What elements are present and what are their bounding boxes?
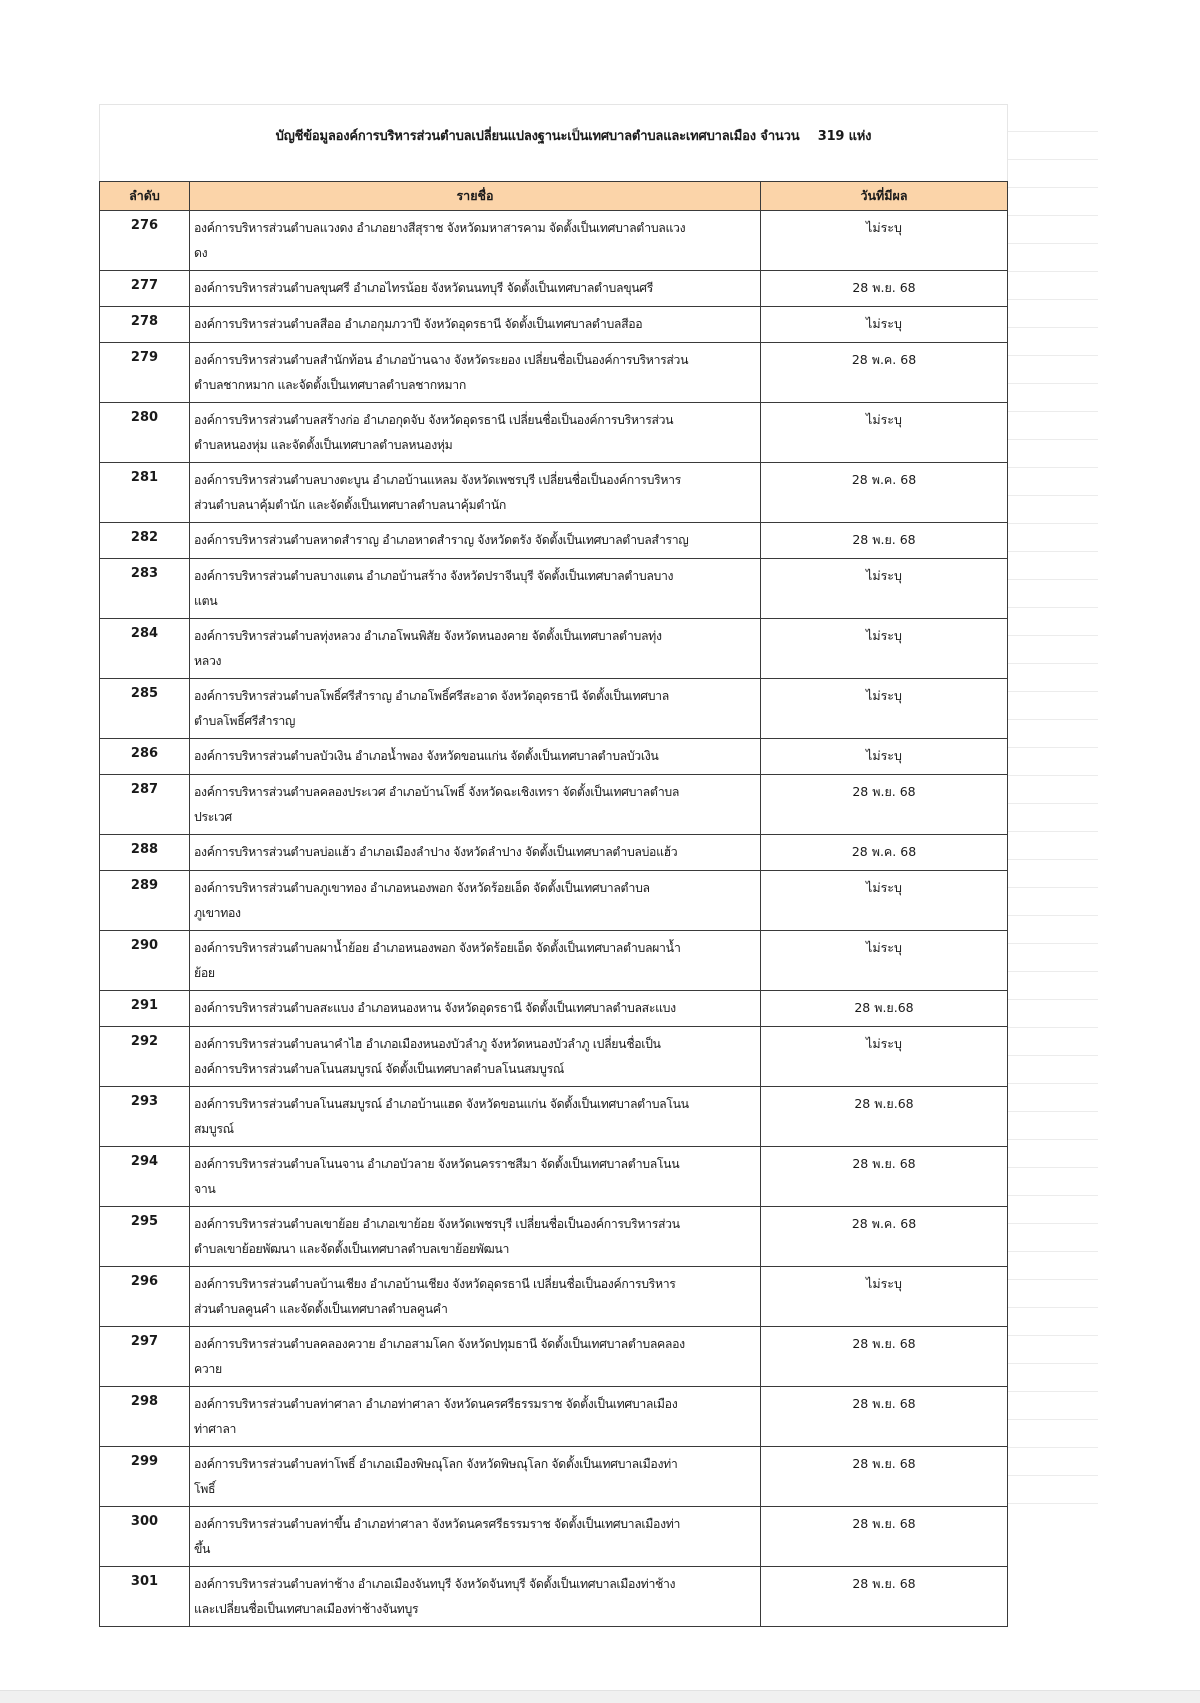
effective-date: 28 พ.ย.68 <box>761 1087 1008 1147</box>
name-line: ดง <box>194 246 208 260</box>
name-line: องค์การบริหารส่วนตำบลคลองควาย อำเภอสามโคก จังหวัดปทุมธานี จัดตั้งเป็นเทศบาลตำบลคลอง <box>194 1337 685 1351</box>
name-line: องค์การบริหารส่วนตำบลบ้านเชียง อำเภอบ้านเชียง จังหวัดอุดรธานี เปลี่ยนชื่อเป็นองค์การบริหาร <box>194 1277 676 1291</box>
name-line: ย้อย <box>194 966 215 980</box>
name-line: องค์การบริหารส่วนตำบลท่าศาลา อำเภอท่าศาลา จังหวัดนครศรีธรรมราช จัดตั้งเป็นเทศบาลเมือง <box>194 1397 678 1411</box>
table-row <box>100 1267 1008 1327</box>
total-count: 319 <box>817 129 845 144</box>
effective-date: ไม่ระบุ <box>761 679 1008 739</box>
name-line: โพธิ์ <box>194 1482 216 1496</box>
effective-date: 28 พ.ย. 68 <box>761 1387 1008 1447</box>
table-row <box>100 1147 1008 1207</box>
row-number: 281 <box>100 463 190 523</box>
table-row <box>100 1387 1008 1447</box>
organization-name <box>190 619 761 679</box>
row-number: 294 <box>100 1147 190 1207</box>
table-body <box>100 211 1008 1627</box>
header-no: ลำดับ <box>100 182 190 211</box>
name-line: ภูเขาทอง <box>194 906 241 920</box>
name-line: องค์การบริหารส่วนตำบลขุนศรี อำเภอไทรน้อย จังหวัดนนทบุรี จัดตั้งเป็นเทศบาลตำบลขุนศรี <box>194 281 654 295</box>
effective-date: 28 พ.ค. 68 <box>761 835 1008 871</box>
name-line: องค์การบริหารส่วนตำบลสีออ อำเภอกุมภวาปี จังหวัดอุดรธานี จัดตั้งเป็นเทศบาลตำบลสีออ <box>194 317 643 331</box>
table-row <box>100 307 1008 343</box>
row-number: 301 <box>100 1567 190 1627</box>
table-row <box>100 211 1008 271</box>
organization-name <box>190 1087 761 1147</box>
row-number: 289 <box>100 871 190 931</box>
name-line: องค์การบริหารส่วนตำบลแวงดง อำเภอยางสีสุราช จังหวัดมหาสารคาม จัดตั้งเป็นเทศบาลตำบลแวง <box>194 221 686 235</box>
organization-name <box>190 679 761 739</box>
organization-name <box>190 559 761 619</box>
table-row <box>100 403 1008 463</box>
name-line: องค์การบริหารส่วนตำบลโนนสมบูรณ์ จัดตั้งเป็นเทศบาลตำบลโนนสมบูรณ์ <box>194 1062 564 1076</box>
organization-name <box>190 271 761 307</box>
row-number: 293 <box>100 1087 190 1147</box>
conversion-table <box>99 181 1008 1627</box>
name-line: ประเวศ <box>194 810 232 824</box>
effective-date: 28 พ.ย. 68 <box>761 271 1008 307</box>
title-area <box>99 104 1007 181</box>
row-number: 285 <box>100 679 190 739</box>
table-row <box>100 559 1008 619</box>
row-number: 276 <box>100 211 190 271</box>
name-line: ตำบลเขาย้อยพัฒนา และจัดตั้งเป็นเทศบาลตำบลเขาย้อยพัฒนา <box>194 1242 510 1256</box>
row-number: 298 <box>100 1387 190 1447</box>
effective-date: ไม่ระบุ <box>761 871 1008 931</box>
organization-name <box>190 739 761 775</box>
name-line: ตำบลชากหมาก และจัดตั้งเป็นเทศบาลตำบลชากหมาก <box>194 378 466 392</box>
organization-name <box>190 403 761 463</box>
name-line: องค์การบริหารส่วนตำบลโนนจาน อำเภอบัวลาย จังหวัดนครราชสีมา จัดตั้งเป็นเทศบาลตำบลโนน <box>194 1157 680 1171</box>
table-row <box>100 775 1008 835</box>
spreadsheet-gridlines <box>1007 104 1098 1528</box>
table-row <box>100 871 1008 931</box>
count-unit: แห่ง <box>848 129 872 144</box>
effective-date: 28 พ.ย. 68 <box>761 523 1008 559</box>
name-line: องค์การบริหารส่วนตำบลท่าขึ้น อำเภอท่าศาลา จังหวัดนครศรีธรรมราช จัดตั้งเป็นเทศบาลเมืองท่า <box>194 1517 681 1531</box>
effective-date: ไม่ระบุ <box>761 559 1008 619</box>
table-row <box>100 1027 1008 1087</box>
effective-date: 28 พ.ค. 68 <box>761 343 1008 403</box>
name-line: ขึ้น <box>194 1542 211 1556</box>
title-text: บัญชีข้อมูลองค์การบริหารส่วนตำบลเปลี่ยนแปลงฐานะเป็นเทศบาลตำบลและเทศบาลเมือง จำนวน <box>275 129 800 144</box>
row-number: 291 <box>100 991 190 1027</box>
name-line: องค์การบริหารส่วนตำบลภูเขาทอง อำเภอหนองพอก จังหวัดร้อยเอ็ด จัดตั้งเป็นเทศบาลตำบล <box>194 881 650 895</box>
name-line: องค์การบริหารส่วนตำบลนาคำไฮ อำเภอเมืองหนองบัวลำภู จังหวัดหนองบัวลำภู เปลี่ยนชื่อเป็น <box>194 1037 661 1051</box>
name-line: ตำบลหนองหุ่ม และจัดตั้งเป็นเทศบาลตำบลหนองหุ่ม <box>194 438 453 452</box>
organization-name <box>190 931 761 991</box>
header-name: รายชื่อ <box>190 182 761 211</box>
name-line: องค์การบริหารส่วนตำบลสะแบง อำเภอหนองหาน จังหวัดอุดรธานี จัดตั้งเป็นเทศบาลตำบลสะแบง <box>194 1001 676 1015</box>
name-line: ส่วนตำบลคูนคำ และจัดตั้งเป็นเทศบาลตำบลคูนคำ <box>194 1302 448 1316</box>
organization-name <box>190 307 761 343</box>
row-number: 287 <box>100 775 190 835</box>
effective-date: ไม่ระบุ <box>761 931 1008 991</box>
effective-date: 28 พ.ย. 68 <box>761 1447 1008 1507</box>
table-row <box>100 463 1008 523</box>
row-number: 297 <box>100 1327 190 1387</box>
name-line: องค์การบริหารส่วนตำบลท่าโพธิ์ อำเภอเมืองพิษณุโลก จังหวัดพิษณุโลก จัดตั้งเป็นเทศบาลเมืองท่า <box>194 1457 678 1471</box>
table-row <box>100 343 1008 403</box>
table-header-row <box>100 182 1008 211</box>
table-row <box>100 931 1008 991</box>
table-row <box>100 991 1008 1027</box>
name-line: ควาย <box>194 1362 222 1376</box>
name-line: องค์การบริหารส่วนตำบลหาดสำราญ อำเภอหาดสำราญ จังหวัดตรัง จัดตั้งเป็นเทศบาลตำบลสำราญ <box>194 533 689 547</box>
table-row <box>100 1447 1008 1507</box>
row-number: 279 <box>100 343 190 403</box>
row-number: 292 <box>100 1027 190 1087</box>
row-number: 282 <box>100 523 190 559</box>
organization-name <box>190 343 761 403</box>
table-row <box>100 1327 1008 1387</box>
effective-date: 28 พ.ย. 68 <box>761 1507 1008 1567</box>
effective-date: ไม่ระบุ <box>761 403 1008 463</box>
name-line: องค์การบริหารส่วนตำบลบางแตน อำเภอบ้านสร้าง จังหวัดปราจีนบุรี จัดตั้งเป็นเทศบาลตำบลบาง <box>194 569 674 583</box>
table-row <box>100 1507 1008 1567</box>
table-row <box>100 1207 1008 1267</box>
effective-date: 28 พ.ย. 68 <box>761 1567 1008 1627</box>
name-line: หลวง <box>194 654 222 668</box>
organization-name <box>190 1327 761 1387</box>
organization-name <box>190 211 761 271</box>
row-number: 300 <box>100 1507 190 1567</box>
header-effective-date: วันที่มีผล <box>761 182 1008 211</box>
row-number: 286 <box>100 739 190 775</box>
organization-name <box>190 1027 761 1087</box>
effective-date: ไม่ระบุ <box>761 307 1008 343</box>
effective-date: 28 พ.ค. 68 <box>761 1207 1008 1267</box>
effective-date: ไม่ระบุ <box>761 739 1008 775</box>
table-row <box>100 523 1008 559</box>
table-row <box>100 679 1008 739</box>
table-row <box>100 619 1008 679</box>
name-line: และเปลี่ยนชื่อเป็นเทศบาลเมืองท่าช้างจันทบูร <box>194 1602 419 1616</box>
name-line: องค์การบริหารส่วนตำบลคลองประเวศ อำเภอบ้านโพธิ์ จังหวัดฉะเชิงเทรา จัดตั้งเป็นเทศบาลตำบล <box>194 785 680 799</box>
effective-date: ไม่ระบุ <box>761 1027 1008 1087</box>
row-number: 283 <box>100 559 190 619</box>
name-line: ท่าศาลา <box>194 1422 237 1436</box>
effective-date: 28 พ.ย. 68 <box>761 1147 1008 1207</box>
effective-date: 28 พ.ย. 68 <box>761 1327 1008 1387</box>
table-row <box>100 835 1008 871</box>
name-line: องค์การบริหารส่วนตำบลสร้างก่อ อำเภอกุดจับ จังหวัดอุดรธานี เปลี่ยนชื่อเป็นองค์การบริหารส่วน <box>194 413 674 427</box>
row-number: 288 <box>100 835 190 871</box>
organization-name <box>190 871 761 931</box>
name-line: สมบูรณ์ <box>194 1122 234 1136</box>
organization-name <box>190 835 761 871</box>
row-number: 277 <box>100 271 190 307</box>
organization-name <box>190 1207 761 1267</box>
name-line: องค์การบริหารส่วนตำบลโพธิ์ศรีสำราญ อำเภอโพธิ์ศรีสะอาด จังหวัดอุดรธานี จัดตั้งเป็นเทศบาล <box>194 689 669 703</box>
organization-name <box>190 463 761 523</box>
row-number: 278 <box>100 307 190 343</box>
effective-date: ไม่ระบุ <box>761 1267 1008 1327</box>
effective-date: 28 พ.ย.68 <box>761 991 1008 1027</box>
table-row <box>100 739 1008 775</box>
row-number: 299 <box>100 1447 190 1507</box>
name-line: องค์การบริหารส่วนตำบลบางตะบูน อำเภอบ้านแหลม จังหวัดเพชรบุรี เปลี่ยนชื่อเป็นองค์การบริหาร <box>194 473 681 487</box>
name-line: องค์การบริหารส่วนตำบลโนนสมบูรณ์ อำเภอบ้านแฮด จังหวัดขอนแก่น จัดตั้งเป็นเทศบาลตำบลโนน <box>194 1097 689 1111</box>
document-sheet <box>99 104 1007 1627</box>
organization-name <box>190 775 761 835</box>
table-row <box>100 1567 1008 1627</box>
name-line: ส่วนตำบลนาคุ้มตำนัก และจัดตั้งเป็นเทศบาลตำบลนาคุ้มตำนัก <box>194 498 506 512</box>
name-line: แตน <box>194 594 218 608</box>
name-line: ตำบลโพธิ์ศรีสำราญ <box>194 714 296 728</box>
effective-date: ไม่ระบุ <box>761 211 1008 271</box>
row-number: 295 <box>100 1207 190 1267</box>
name-line: องค์การบริหารส่วนตำบลทุ่งหลวง อำเภอโพนพิสัย จังหวัดหนองคาย จัดตั้งเป็นเทศบาลตำบลทุ่ง <box>194 629 662 643</box>
name-line: องค์การบริหารส่วนตำบลบัวเงิน อำเภอน้ำพอง จังหวัดขอนแก่น จัดตั้งเป็นเทศบาลตำบลบัวเงิน <box>194 749 659 763</box>
name-line: จาน <box>194 1182 216 1196</box>
organization-name <box>190 1387 761 1447</box>
organization-name <box>190 1147 761 1207</box>
row-number: 296 <box>100 1267 190 1327</box>
table-row <box>100 271 1008 307</box>
effective-date: ไม่ระบุ <box>761 619 1008 679</box>
organization-name <box>190 523 761 559</box>
row-number: 280 <box>100 403 190 463</box>
organization-name <box>190 991 761 1027</box>
organization-name <box>190 1567 761 1627</box>
name-line: องค์การบริหารส่วนตำบลบ่อแฮ้ว อำเภอเมืองลำปาง จังหวัดลำปาง จัดตั้งเป็นเทศบาลตำบลบ่อแฮ้ว <box>194 845 678 859</box>
document-title <box>236 125 872 146</box>
name-line: องค์การบริหารส่วนตำบลผาน้ำย้อย อำเภอหนองพอก จังหวัดร้อยเอ็ด จัดตั้งเป็นเทศบาลตำบลผาน้ำ <box>194 941 681 955</box>
organization-name <box>190 1507 761 1567</box>
effective-date: 28 พ.ค. 68 <box>761 463 1008 523</box>
name-line: องค์การบริหารส่วนตำบลท่าช้าง อำเภอเมืองจันทบุรี จังหวัดจันทบุรี จัดตั้งเป็นเทศบาลเมืองท่าช้าง <box>194 1577 676 1591</box>
table-row <box>100 1087 1008 1147</box>
row-number: 290 <box>100 931 190 991</box>
effective-date: 28 พ.ย. 68 <box>761 775 1008 835</box>
name-line: องค์การบริหารส่วนตำบลสำนักท้อน อำเภอบ้านฉาง จังหวัดระยอง เปลี่ยนชื่อเป็นองค์การบริหารส่วน <box>194 353 689 367</box>
row-number: 284 <box>100 619 190 679</box>
organization-name <box>190 1267 761 1327</box>
name-line: องค์การบริหารส่วนตำบลเขาย้อย อำเภอเขาย้อย จังหวัดเพชรบุรี เปลี่ยนชื่อเป็นองค์การบริหารส่วน <box>194 1217 680 1231</box>
bottom-bar <box>0 1690 1200 1703</box>
organization-name <box>190 1447 761 1507</box>
